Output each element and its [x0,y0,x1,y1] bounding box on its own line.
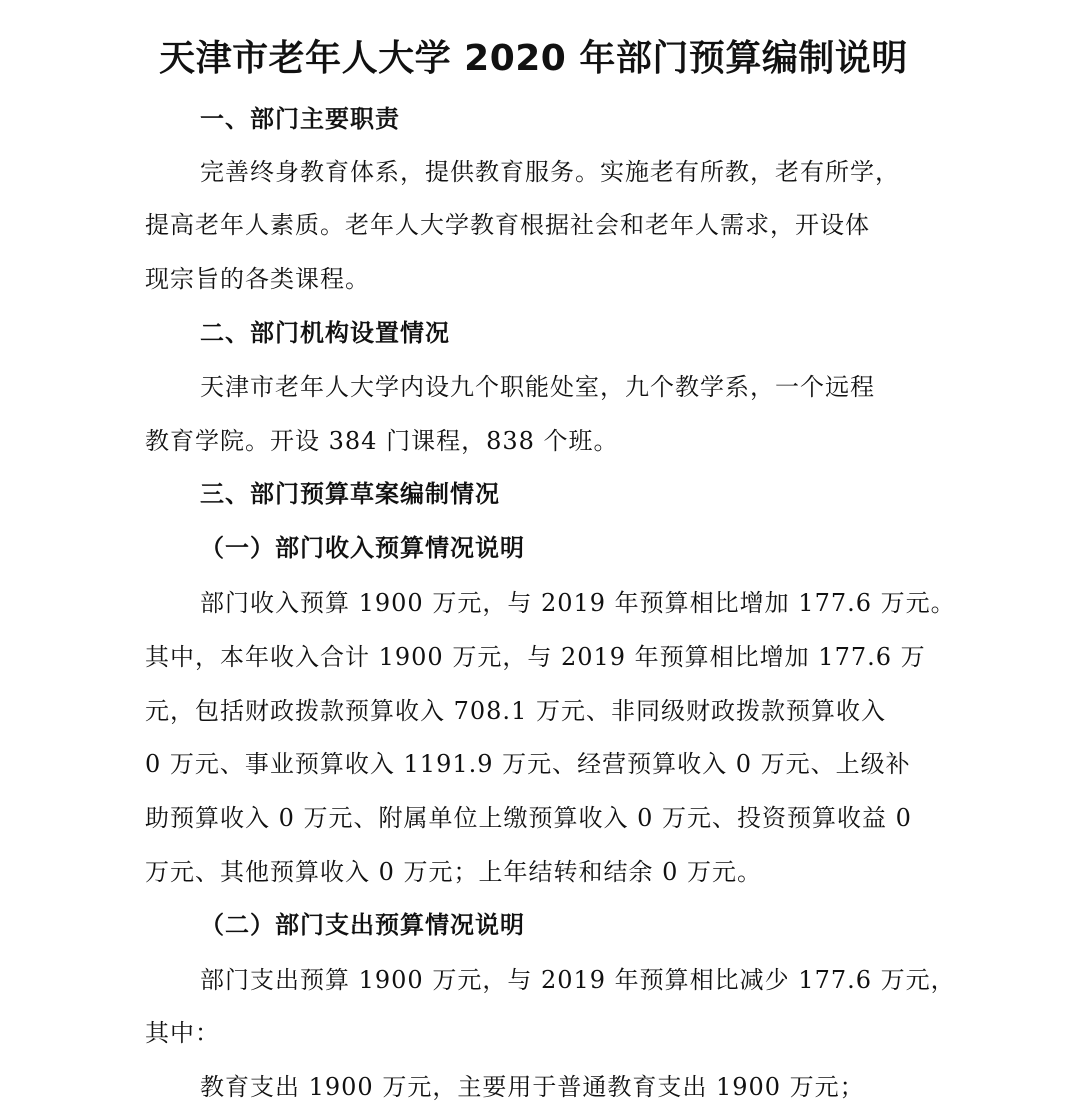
subsection-heading-income: （一）部门收入预算情况说明 [200,533,525,562]
paragraph-line: 教育学院。开设 384 门课程，838 个班。 [145,427,619,455]
paragraph-line: 助预算收入 0 万元、附属单位上缴预算收入 0 万元、投资预算收益 0 [145,804,912,832]
paragraph-line: 现宗旨的各类课程。 [145,265,370,293]
section-heading-duties: 一、部门主要职责 [200,105,400,133]
paragraph-line: 提高老年人素质。老年人大学教育根据社会和老年人需求，开设体 [145,211,870,239]
page-title: 天津市老年人大学 2020 年部门预算编制说明 [159,38,908,79]
section-heading-budget: 三、部门预算草案编制情况 [200,480,500,508]
paragraph-line: 天津市老年人大学内设九个职能处室，九个教学系，一个远程 [200,373,875,401]
section-heading-structure: 二、部门机构设置情况 [200,319,450,347]
paragraph-line: 教育支出 1900 万元，主要用于普通教育支出 1900 万元； [200,1073,865,1101]
paragraph-line: 部门支出预算 1900 万元，与 2019 年预算相比减少 177.6 万元， [200,966,956,994]
subsection-heading-expenditure: （二）部门支出预算情况说明 [200,910,525,939]
paragraph-line: 部门收入预算 1900 万元，与 2019 年预算相比增加 177.6 万元。 [200,589,956,617]
paragraph-line: 其中，本年收入合计 1900 万元，与 2019 年预算相比增加 177.6 万 [145,643,926,671]
paragraph-line: 万元、其他预算收入 0 万元；上年结转和结余 0 万元。 [145,858,763,886]
paragraph-line: 0 万元、事业预算收入 1191.9 万元、经营预算收入 0 万元、上级补 [145,750,911,778]
paragraph-line: 元，包括财政拨款预算收入 708.1 万元、非同级财政拨款预算收入 [145,697,886,725]
paragraph-line: 其中： [145,1019,220,1047]
paragraph-line: 完善终身教育体系，提供教育服务。实施老有所教，老有所学， [200,158,900,186]
